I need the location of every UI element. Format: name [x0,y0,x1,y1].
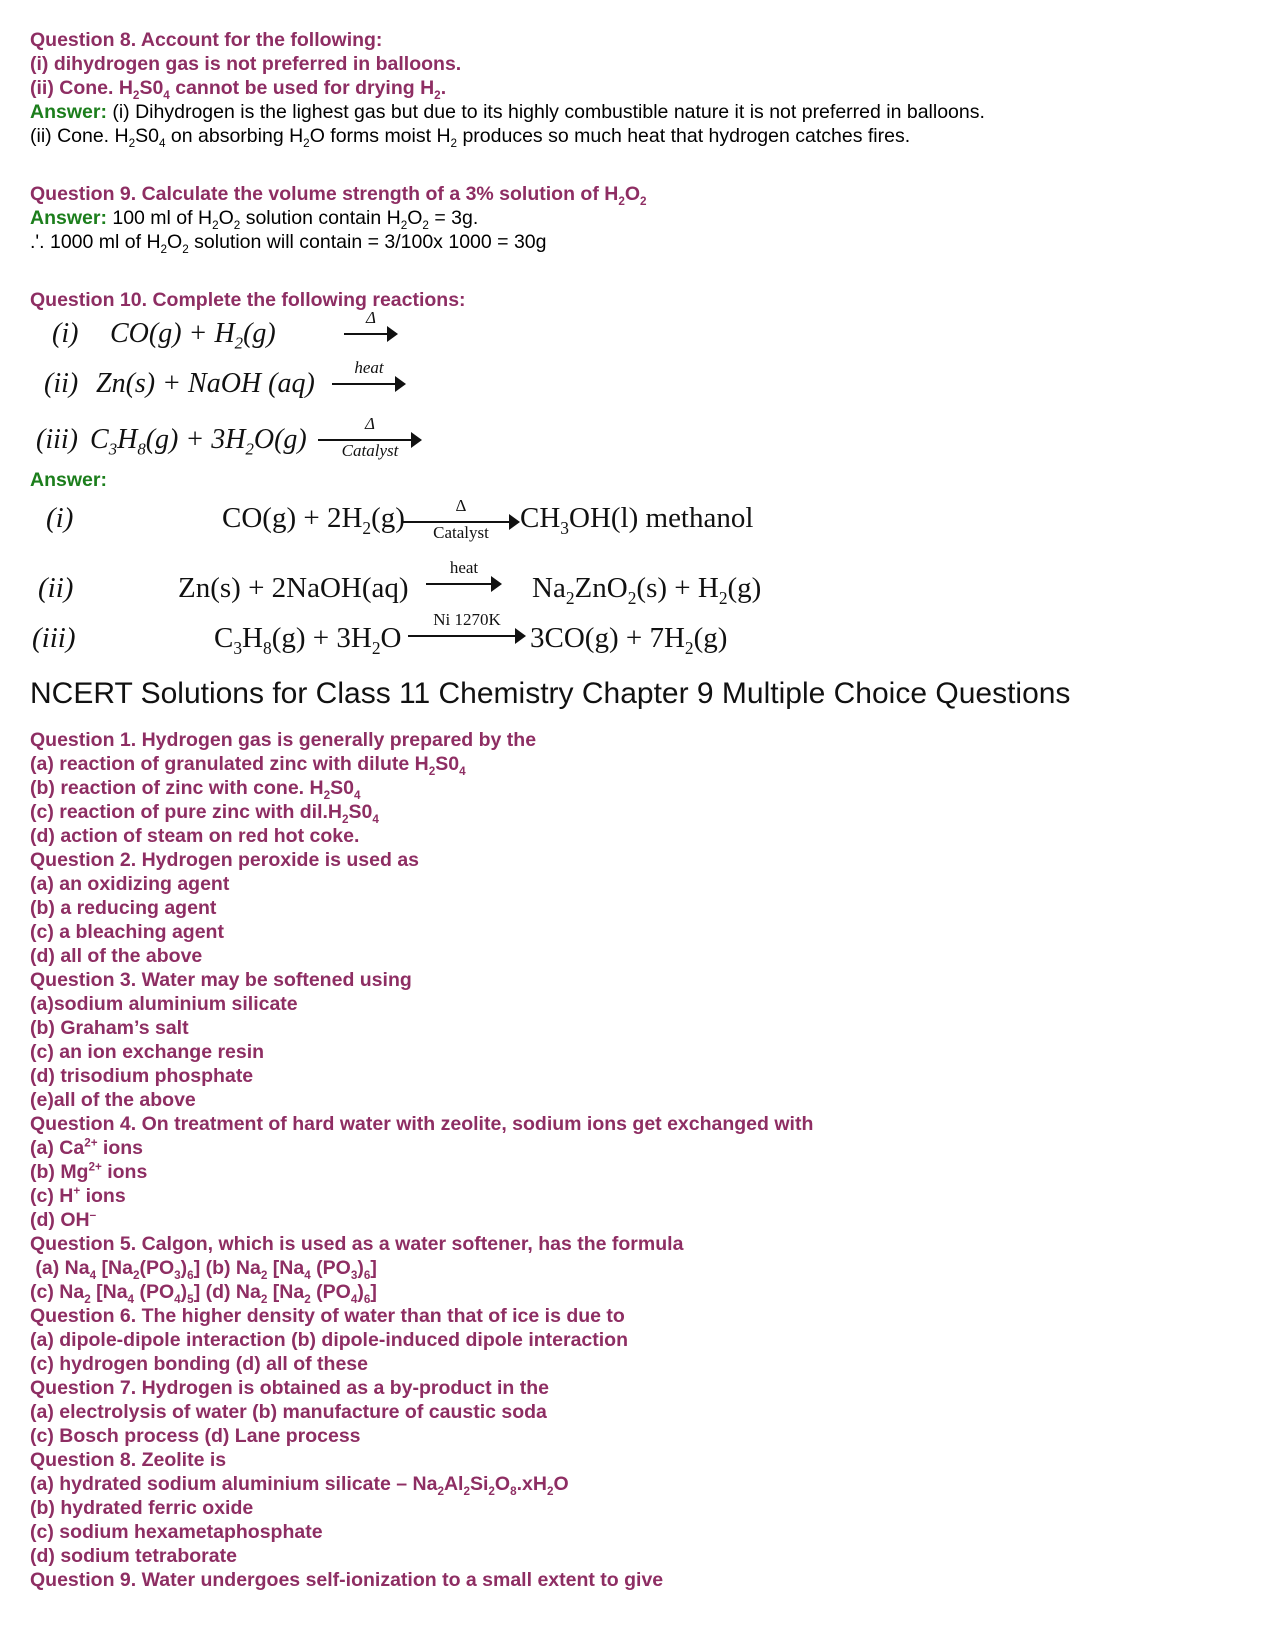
mcq4-option-c: (c) H+ ions [30,1184,126,1207]
q8-part-i: (i) dihydrogen gas is not preferred in balloons. [30,53,462,75]
solution-2: (ii) Zn(s) + 2NaOH(aq) heat $Na_2ZnO_2(s) + H_2(g)$ [38,558,762,608]
solution-3: (iii) $C_3H_8(g) + 3H_2O$ Ni 1270K $3CO(g) + 7H_2(g)$ [32,610,728,658]
mcq4-option-a: (a) $Ca^{2+}$ ions [30,1136,144,1159]
document-page [30,28,1245,1592]
mcq5-options-ab: (a) $Na_4$ $[Na_2(PO_3)_6]$ (b) $Na_2$ [$Na_4$ $(PO_3)_6$] [30,1257,377,1282]
q9-answer-1: Answer: 100 ml of $H_2O_2$ solution contain $H_2O_2 = 3g$. [30,207,479,232]
mcq8-option-b: (b) hydrated ferric oxide [30,1497,254,1519]
mcq2-option-c: (c) a bleaching agent [30,921,224,943]
mcq9-title: Question 9. Water undergoes self-ionization to a small extent to give [30,1569,664,1591]
mcq4-option-d: (d) OH– [30,1208,97,1231]
mcq8-option-d: (d) sodium tetraborate [30,1545,237,1567]
mcq3-option-c: (c) an ion exchange resin [30,1041,265,1063]
mcq8-option-a: (a) hydrated sodium aluminium silicate – $Na_2Al_2Si_2O_8.xH_2O$ [30,1473,569,1498]
q10-answer-label: Answer: [30,469,107,491]
mcq4-option-b: (b) $Mg^{2+}$ ions [30,1160,148,1183]
reaction-arrow: Δ Catalyst [318,420,422,460]
mcq7-options-cd: (c) Bosch process (d) Lane process [30,1425,361,1447]
q8-title: Question 8. Account for the following: [30,29,383,51]
mcq6-options-cd: (c) hydrogen bonding (d) all of these [30,1353,368,1375]
q10-solutions [30,492,1245,672]
mcq2-option-b: (b) a reducing agent [30,897,217,919]
mcq2-option-a: (a) an oxidizing agent [30,873,230,895]
mcq3-title: Question 3. Water may be softened using [30,969,412,991]
mcq4-title: Question 4. On treatment of hard water with zeolite, sodium ions get exchanged with [30,1113,814,1135]
q9-answer-2: .'. 1000 ml of $H_2O_2$ solution will contain = 3/100x 1000 = 30g [30,231,547,256]
mcq1-title: Question 1. Hydrogen gas is generally prepared by the [30,729,537,751]
section-heading: NCERT Solutions for Class 11 Chemistry Chapter 9 Multiple Choice Questions [30,677,1071,710]
mcq3-option-d: (d) trisodium phosphate [30,1065,254,1087]
q8-part-ii: (ii) Cone. $H_2S0_4$ cannot be used for drying $H_2$. [30,77,447,102]
mcq8-option-c: (c) sodium hexametaphosphate [30,1521,323,1543]
mcq3-option-e: (e)all of the above [30,1089,196,1111]
mcq2-title: Question 2. Hydrogen peroxide is used as [30,849,420,871]
mcq3-option-a: (a)sodium aluminium silicate [30,993,298,1015]
reaction-arrow: heat [426,564,502,604]
mcq1-option-b: (b) reaction of zinc with cone. $H_2S0_4$ [30,777,361,802]
mcq1-option-a: (a) reaction of granulated zinc with dilute $H_2S0_4$ [30,753,466,778]
q9-title: Question 9. Calculate the volume strength of a 3% solution of $H_2O_2$ [30,183,647,208]
q10-reactions: (i) $CO(g) + H_2(g)$ Δ (ii) Zn(s) + NaOH (aq) heat (iii) $C_3H_8(g) + 3H_2O(g)$ Δ Catalyst [30,312,1245,464]
q8-answer-2: (ii) Cone. $H_2S0_4$ on absorbing $H_2O$ forms moist $H_2$ produces so much heat that hydrogen catches fires. [30,125,911,150]
answer-label: Answer: [30,207,107,229]
mcq8-title: Question 8. Zeolite is [30,1449,227,1471]
answer-label: Answer: [30,101,107,123]
reaction-arrow: Ni 1270K [408,616,526,656]
mcq7-options-ab: (a) electrolysis of water (b) manufacture of caustic soda [30,1401,547,1423]
mcq1-option-d: (d) action of steam on red hot coke. [30,825,360,847]
mcq2-option-d: (d) all of the above [30,945,203,967]
mcq7-title: Question 7. Hydrogen is obtained as a by-product in the [30,1377,549,1399]
mcq5-title: Question 5. Calgon, which is used as a water softener, has the formula [30,1233,684,1255]
mcq6-options-ab: (a) dipole-dipole interaction (b) dipole-induced dipole interaction [30,1329,628,1351]
reaction-arrow: heat [332,364,406,404]
q8-answer-1: Answer: (i) Dihydrogen is the lighest gas but due to its highly combustible nature it is not preferred in balloons. [30,101,985,123]
solution-1: (i) $CO(g) + 2H_2(g)$ Δ Catalyst $CH_3OH(l)$ methanol [46,496,754,542]
reaction-arrow: Δ [344,314,398,354]
mcq6-title: Question 6. The higher density of water than that of ice is due to [30,1305,625,1327]
q10-title: Question 10. Complete the following reactions: [30,289,466,311]
mcq5-options-cd: (c) $Na_2$ [$Na_4$ $(PO_4)_5$] (d) $Na_2$ [$Na_2$ $(PO_4)_6$] [30,1281,377,1306]
mcq3-option-b: (b) Graham’s salt [30,1017,189,1039]
mcq1-option-c: (c) reaction of pure zinc with $dil.H_2S0_4$ [30,801,379,826]
reaction-arrow: Δ Catalyst [402,502,520,542]
